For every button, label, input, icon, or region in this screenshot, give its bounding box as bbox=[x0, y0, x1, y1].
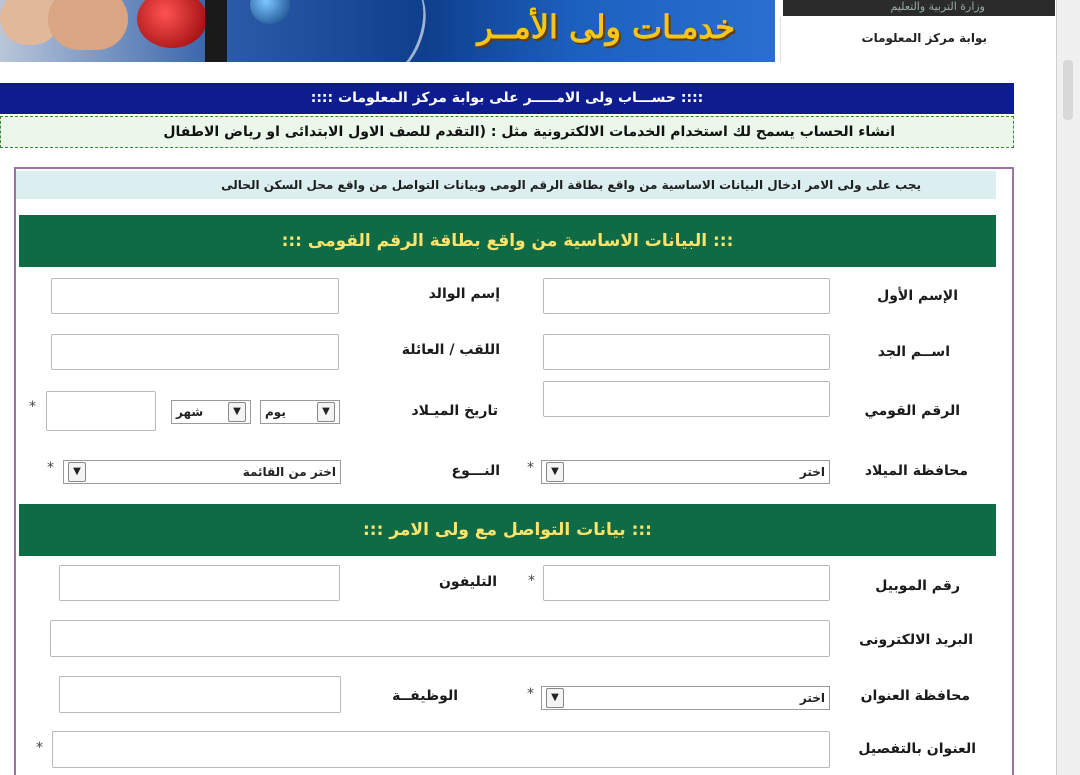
header-banner bbox=[0, 0, 775, 62]
swoosh-decoration bbox=[345, 0, 438, 62]
handshake-image-2 bbox=[48, 0, 128, 50]
address-governorate-label: محافظة العنوان bbox=[860, 688, 970, 704]
page-scrollbar[interactable] bbox=[1056, 0, 1080, 775]
birth-day-select[interactable] bbox=[260, 400, 340, 424]
birth-month-value: شهر bbox=[176, 405, 204, 419]
address-detail-input[interactable] bbox=[52, 731, 830, 768]
address-governorate-select[interactable] bbox=[541, 686, 830, 710]
email-input[interactable] bbox=[50, 620, 830, 657]
ministry-text: وزارة التربية والتعليم bbox=[890, 0, 985, 13]
job-input[interactable] bbox=[59, 676, 341, 713]
job-label: الوظيفــة bbox=[392, 688, 458, 704]
address-detail-label: العنوان بالتفصيل bbox=[858, 741, 976, 757]
birth-governorate-label: محافظة الميلاد bbox=[864, 463, 968, 479]
father-name-label: إسم الوالد bbox=[428, 286, 500, 302]
ministry-bar bbox=[783, 0, 1055, 16]
account-header: :::: حســـاب ولى الامـــــر على بوابة مركز المعلومات :::: bbox=[0, 83, 1014, 114]
birth-governorate-value: اختر bbox=[799, 465, 825, 479]
chevron-down-icon: ▼ bbox=[68, 462, 86, 482]
birth-day-value: يوم bbox=[265, 405, 286, 419]
father-name-input[interactable] bbox=[51, 278, 339, 314]
grandfather-name-label: اســم الجد bbox=[877, 344, 950, 360]
phone-input[interactable] bbox=[59, 565, 340, 601]
banner-title: خدمـات ولى الأمــر bbox=[477, 8, 735, 46]
required-marker: * bbox=[47, 460, 54, 476]
required-marker: * bbox=[527, 460, 534, 476]
national-id-label: الرقم القومي bbox=[864, 403, 960, 419]
grandfather-name-input[interactable] bbox=[543, 334, 830, 370]
gender-label: النـــوع bbox=[451, 463, 500, 479]
email-label: البريد الالكترونى bbox=[859, 632, 973, 648]
services-note: انشاء الحساب يسمح لك استخدام الخدمات الالكترونية مثل : (التقدم للصف الاول الابتدائى او رياض الاطفال bbox=[0, 116, 1014, 148]
required-marker: * bbox=[528, 573, 535, 589]
mobile-label: رقم الموبيل bbox=[875, 578, 960, 594]
scrollbar-thumb[interactable] bbox=[1063, 60, 1073, 120]
mobile-input[interactable] bbox=[543, 565, 830, 601]
birth-month-select[interactable] bbox=[171, 400, 251, 424]
first-name-label: الإسم الأول bbox=[877, 288, 958, 304]
first-name-input[interactable] bbox=[543, 278, 830, 314]
portal-link[interactable]: بوابة مركز المعلومات bbox=[861, 31, 987, 45]
chevron-down-icon: ▼ bbox=[228, 402, 246, 422]
chevron-down-icon: ▼ bbox=[546, 688, 564, 708]
birth-year-input[interactable] bbox=[46, 391, 156, 431]
contact-data-section-title: ::: بيانات التواصل مع ولى الامر ::: bbox=[19, 504, 996, 556]
figure-image bbox=[205, 0, 227, 62]
red-globe-image bbox=[137, 0, 207, 48]
required-marker: * bbox=[29, 399, 36, 415]
birthdate-label: تاريخ الميـلاد bbox=[411, 403, 498, 419]
chevron-down-icon: ▼ bbox=[317, 402, 335, 422]
national-id-input[interactable] bbox=[543, 381, 830, 417]
family-name-label: اللقب / العائلة bbox=[401, 342, 500, 358]
instructions-text: يجب على ولى الامر ادخال البيانات الاساسية من واقع بطاقة الرقم الومى وبيانات التواصل من واقع محل السكن الحالى bbox=[16, 171, 996, 199]
gender-select[interactable] bbox=[63, 460, 341, 484]
family-name-input[interactable] bbox=[51, 334, 339, 370]
birth-governorate-select[interactable] bbox=[541, 460, 830, 484]
phone-label: التليفون bbox=[438, 574, 497, 590]
required-marker: * bbox=[36, 740, 43, 756]
basic-data-section-title: ::: البيانات الاساسية من واقع بطاقة الرقم القومى ::: bbox=[19, 215, 996, 267]
blue-globe-image bbox=[250, 0, 290, 24]
address-governorate-value: اختر bbox=[799, 691, 825, 705]
gender-value: اختر من القائمة bbox=[242, 465, 336, 479]
chevron-down-icon: ▼ bbox=[546, 462, 564, 482]
portal-tab bbox=[780, 17, 1057, 62]
required-marker: * bbox=[527, 686, 534, 702]
